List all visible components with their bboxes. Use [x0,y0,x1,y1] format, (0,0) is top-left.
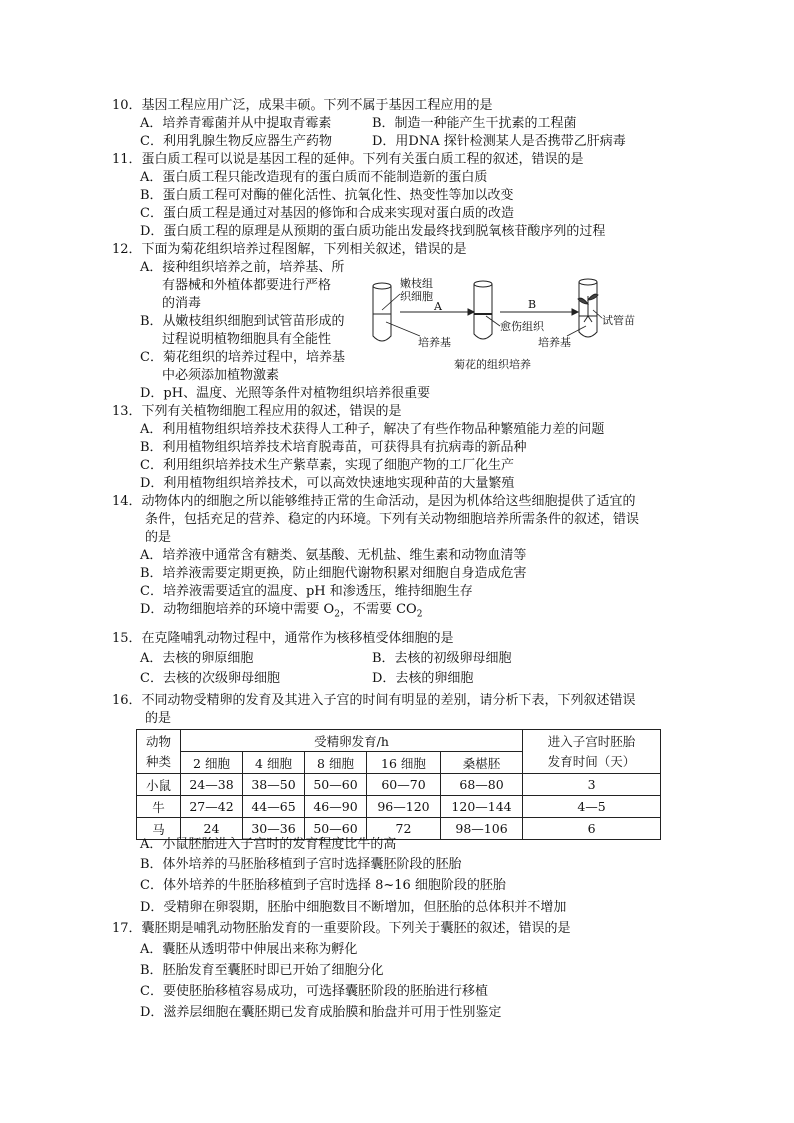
q14-option-d-mid: ，不需要 CO [339,602,417,617]
q14-o2-subscript: 2 [334,609,340,620]
value-cell: 38—50 [243,774,305,796]
value-cell: 44—65 [243,796,305,818]
q15-option-d: D．去核的卵细胞 [372,671,474,686]
value-cell: 46—90 [305,796,367,818]
q12-option-a-line2: 有器械和外植体都要进行严格 [162,278,332,293]
q14-stem-line2: 条件，包括充足的营养、稳定的内环境。下列有关动物细胞培养所需条件的叙述，错误 [145,512,640,527]
table-row [137,796,661,818]
q14-co2-subscript: 2 [416,609,423,620]
q14-option-b: B．培养液需要定期更换，防止细胞代谢物积累对细胞自身造成危害 [140,566,527,581]
days-cell: 6 [523,818,661,840]
q11-option-a: A．蛋白质工程只能改造现有的蛋白质而不能制造新的蛋白质 [140,170,488,185]
q16-stem-line1: 16．不同动物受精卵的发育及其进入子宫的时间有明显的差别，请分析下表，下列叙述错误 [112,693,636,708]
q16-option-b: B．体外培养的马胚胎移植到子宫时选择囊胚阶段的胚胎 [140,857,462,872]
stage-header: 桑椹胚 [441,752,523,774]
animal-cell: 牛 [137,796,181,818]
stage-header: 4 细胞 [243,752,305,774]
q14-stem-line3: 的是 [145,530,172,545]
q11-option-c: C．蛋白质工程是通过对基因的修饰和合成来实现对蛋白质的改造 [140,206,514,221]
q11-option-d: D．蛋白质工程的原理是从预期的蛋白质功能出发最终找到脱氧核苷酸序列的过程 [140,224,606,239]
header-enter-line2: 发育时间（天） [547,753,636,769]
q13-option-b: B．利用植物组织培养技术培育脱毒苗，可获得具有抗病毒的新品种 [140,440,527,455]
q12-option-d: D．pH、温度、光照等条件对植物组织培养很重要 [140,386,431,401]
label-medium-1: 培养基 [418,336,451,349]
q10-option-d: D．用DNA 探针检测某人是否携带乙肝病毒 [372,134,626,149]
header-animal-line1: 动物 [145,733,171,749]
header-development-group: 受精卵发育/h [181,730,523,752]
q13-stem: 13．下列有关植物细胞工程应用的叙述，错误的是 [112,404,402,419]
stage-header: 8 细胞 [305,752,367,774]
value-cell: 27—42 [181,796,243,818]
stage-header: 2 细胞 [181,752,243,774]
q16-option-d: D．受精卵在卵裂期，胚胎中细胞数目不断增加，但胚胎的总体积并不增加 [140,900,567,915]
diagram-caption: 菊花的组织培养 [454,358,531,371]
seedling-icon [578,294,598,322]
q17-option-b: B．胚胎发育至囊胚时即已开始了细胞分化 [140,963,384,978]
q13-option-d: D．利用植物组织培养技术，可以高效快速地实现种苗的大量繁殖 [140,476,515,491]
q13-option-c: C．利用组织培养技术生产紫草素，实现了细胞产物的工厂化生产 [140,458,514,473]
q10-option-a: A．培养青霉菌并从中提取青霉素 [140,116,332,131]
value-cell: 96—120 [367,796,441,818]
q10-option-c: C．利用乳腺生物反应器生产药物 [140,134,332,149]
q14-option-d-pre: D．动物细胞培养的环境中需要 O [140,602,335,617]
value-cell: 120—144 [441,796,523,818]
value-cell: 24—38 [181,774,243,796]
header-animal-type [137,730,181,774]
label-medium-2: 培养基 [538,336,571,349]
value-cell: 50—60 [305,818,367,840]
animal-cell: 马 [137,818,181,840]
q14-option-c: C．培养液需要适宜的温度、pH 和渗透压，维持细胞生存 [140,584,473,599]
value-cell: 30—36 [243,818,305,840]
value-cell: 98—106 [441,818,523,840]
q16-option-a: A．小鼠胚胎进入子宫时的发育程度比牛的高 [140,837,397,852]
q12-stem: 12．下面为菊花组织培养过程图解，下列相关叙述，错误的是 [112,242,467,257]
days-cell: 3 [523,774,661,796]
table-header-row [137,730,661,752]
header-enter-line1: 进入子宫时胚胎 [547,733,636,749]
q12-option-c-line1: C．菊花组织的培养过程中，培养基 [140,350,345,365]
table-row [137,774,661,796]
embryo-development-table [136,729,661,840]
label-tender-line2: 织细胞 [400,290,433,303]
q17-stem: 17．囊胚期是哺乳动物胚胎发育的一重要阶段。下列关于囊胚的叙述，错误的是 [112,921,571,936]
value-cell: 24 [181,818,243,840]
q17-option-a: A．囊胚从透明带中伸展出来称为孵化 [140,942,358,957]
q12-option-a-line3: 的消毒 [162,296,202,311]
q13-option-a: A．利用植物组织培养技术获得人工种子，解决了有些作物品种繁殖能力差的问题 [140,422,605,437]
test-tube-2-icon [474,281,492,339]
q14-stem-line1: 14．动物体内的细胞之所以能够维持正常的生命活动，是因为机体给这些细胞提供了适宜的 [112,494,636,509]
q17-option-d: D．滋养层细胞在囊胚期已发育成胎膜和胎盘并可用于性别鉴定 [140,1005,502,1020]
q10-option-b: B．制造一种能产生干扰素的工程菌 [372,116,577,131]
q12-option-b-line2: 过程说明植物细胞具有全能性 [162,332,332,347]
stage-header: 16 细胞 [367,752,441,774]
value-cell: 60—70 [367,774,441,796]
value-cell: 50—60 [305,774,367,796]
q15-option-c: C．去核的次级卵母细胞 [140,671,280,686]
q12-option-b-line1: B．从嫩枝组织细胞到试管苗形成的 [140,314,345,329]
q15-option-a: A．去核的卵原细胞 [140,651,254,666]
label-arrow-b: B [528,298,537,311]
arrow-b-icon [500,309,578,315]
q16-option-c: C．体外培养的牛胚胎移植到子宫时选择 8~16 细胞阶段的胚胎 [140,878,506,893]
q16-stem-line2: 的是 [145,711,172,726]
label-seedling: 试管苗 [602,314,635,327]
label-callus: 愈伤组织 [500,320,544,333]
tissue-culture-diagram [360,266,680,378]
value-cell: 72 [367,818,441,840]
q10-stem: 10．基因工程应用广泛，成果丰硕。下列不属于基因工程应用的是 [112,98,493,113]
label-tender-line1: 嫩枝组 [400,277,433,290]
value-cell: 68—80 [441,774,523,796]
q14-option-d [140,601,422,624]
label-arrow-a: A [434,300,442,313]
q14-option-a: A．培养液中通常含有糖类、氨基酸、无机盐、维生素和动物血清等 [140,548,527,563]
q11-option-b: B．蛋白质工程可对酶的催化活性、抗氧化性、热变性等加以改变 [140,188,514,203]
animal-cell: 小鼠 [137,774,181,796]
days-cell: 4—5 [523,796,661,818]
q15-option-b: B．去核的初级卵母细胞 [372,651,512,666]
header-animal-line2: 种类 [145,753,171,769]
q17-option-c: C．要使胚胎移植容易成功，可选择囊胚阶段的胚胎进行移植 [140,984,488,999]
q11-stem: 11．蛋白质工程可以说是基因工程的延伸。下列有关蛋白质工程的叙述，错误的是 [112,152,584,167]
q12-option-c-line2: 中必须添加植物激素 [162,368,280,383]
q12-option-a-line1: A．接种组织培养之前，培养基、所 [140,260,345,275]
header-enter-uterus [523,730,661,774]
test-tube-1-icon [373,283,391,341]
q15-stem: 15．在克隆哺乳动物过程中，通常作为核移植受体细胞的是 [112,631,454,646]
